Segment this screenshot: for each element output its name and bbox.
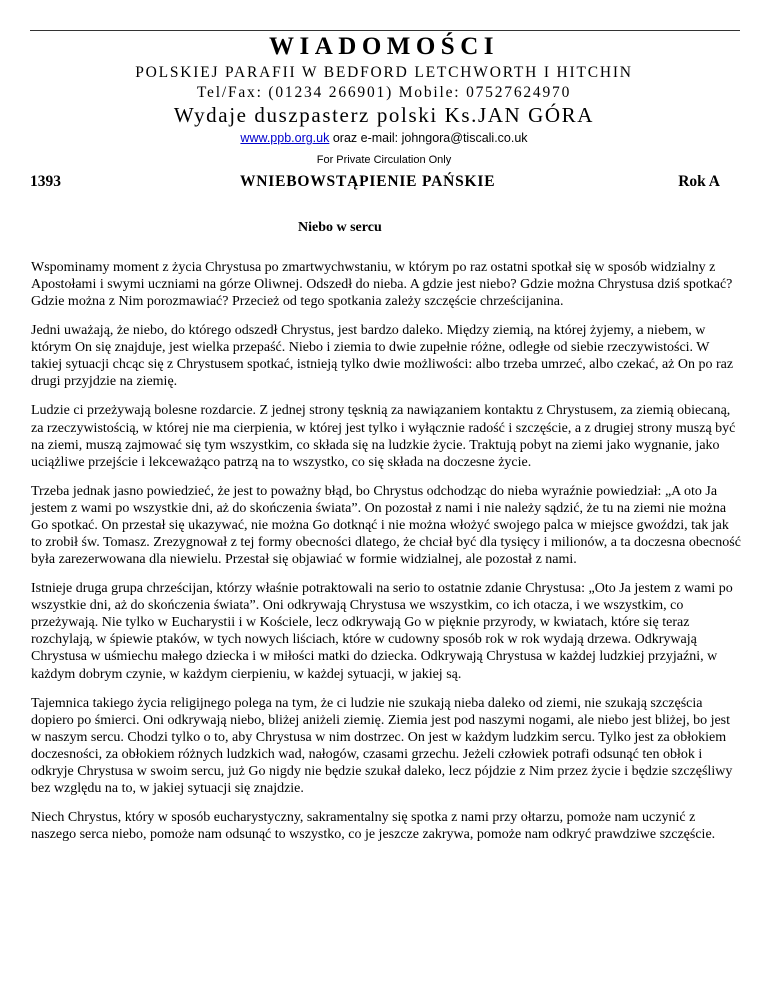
article-body xyxy=(31,259,743,855)
newsletter-title: WIADOMOŚCI xyxy=(268,33,499,60)
contact-line xyxy=(0,130,768,147)
top-rule xyxy=(30,30,740,31)
email-text: oraz e-mail: johngora@tiscali.co.uk xyxy=(332,131,528,145)
feast-title: WNIEBOWSTĄPIENIE PAŃSKIE xyxy=(240,173,496,190)
paragraph: Trzeba jednak jasno powiedzieć, że jest to poważny błąd, bo Chrystus odchodząc do nieba wyraźnie powiedział: „A oto Ja jestem z wami po wszystkie dni, aż do skończenia świata”. On pozostał z nami i nie należy sądzić, że tu na ziemi nie można Go spotkać. On przestał się ukazywać, nie można Go dotknąć i nie można włożyć swojego palca w miejsce gwoździ, tak jak to zrobił św. Tomasz. Zrezygnował z tej formy obecności dlatego, że chciał być dla tysięcy i milionów, a ta doczesna obecność była zarezerwowana dla niewielu. Przestał się objawiać w formie widzialnej, ale pozostał z nami. xyxy=(31,483,741,568)
issue-number: 1393 xyxy=(30,173,61,190)
paragraph: Jedni uważają, że niebo, do którego odszedł Chrystus, jest bardzo daleko. Między ziemią, na której żyjemy, a niebem, w którym On się znajduje, jest wielka przepaść. Niebo i ziemia to dwie zupełnie różne, odległe od siebie rzeczywistości. W takiej sytuacji chcąc się z Chrystusem spotkać, istnieją tylko dwie możliwości: albo trzeba umrzeć, albo czekać, aż On po raz drugi przyjdzie na ziemię. xyxy=(31,323,734,390)
parish-name: POLSKIEJ PARAFII W BEDFORD LETCHWORTH I HITCHIN xyxy=(135,64,633,81)
paragraph: Niech Chrystus, który w sposób eucharystyczny, sakramentalny się spotka z nami przy ołtarzu, pomoże nam uczynić z naszego serca niebo, pomoże nam odsunąć to wszystko, co je jeszcze zakrywa, pomoże nam odkryć prawdziwe szczęście. xyxy=(31,809,716,843)
paragraph: Ludzie ci przeżywają bolesne rozdarcie. Z jednej strony tęsknią za nawiązaniem kontaktu z Chrystusem, za ziemią obiecaną, za rzeczywistością, w której nie ma cierpienia, w której jest tylko i wyłącznie radość i szczęście, a z drugiej strony muszą być na ziemi, muszą zajmować się tym wszystkim, co składa się na ludzkie życie. Traktują pobyt na ziemi jako wygnanie, jako uciążliwe przejście i lekceważąco patrzą na to wszystko, co się składa na doczesne życie. xyxy=(31,403,736,470)
website-link[interactable]: www.ppb.org.uk xyxy=(240,131,330,145)
paragraph: Wspominamy moment z życia Chrystusa po zmartwychwstaniu, w którym po raz ostatni spotkał się w sposób widzialny z Apostołami i swymi uczniami na górze Oliwnej. Odszedł do nieba. A gdzie jest niebo? Gdzie można Chrystusa dziś spotkać? Gdzie można z Nim porozmawiać? Przecież od tego spotkania zależy szczęście chrześcijanina. xyxy=(31,260,733,310)
issue-row xyxy=(30,173,720,193)
paragraph: Istnieje druga grupa chrześcijan, którzy właśnie potraktowali na serio to ostatnie zdanie Chrystusa: „Oto Ja jestem z wami po wszystkie dni, aż do skończenia świata”. Oni odkrywają Chrystusa we wszystkim, co ich otacza, i we wszystkim, co przeżywają. Nie tylko w Eucharystii i w Kościele, lecz odkrywają Go w pięknie przyrody, w kwiatach, które się teraz rozchylają, w śpiewie ptaków, w tych nowych liściach, które w cudowny sposób rok w rok wydają drzewa. Odkrywają Chrystusa w uśmiechu małego dziecka i w miłości matki do dziecka. Odkrywają Chrystusa w każdej ludzkiej przyjaźni, w każdym dobrym czynie, w każdym cierpieniu, w każdej sytuacji, w jakiej są. xyxy=(31,581,733,682)
circulation-note: For Private Circulation Only xyxy=(316,154,452,166)
masthead xyxy=(0,33,768,168)
paragraph: Tajemnica takiego życia religijnego polega na tym, że ci ludzie nie szukają nieba daleko od ziemi, nie szukają szczęścia dopiero po śmierci. Oni odkrywają niebo, bliżej aniżeli ziemię. Ziemia jest pod naszymi nogami, ale niebo jest bliżej, bo jest w naszym sercu. Chodzi tylko o to, aby Chrystusa w nim dostrzec. On jest w każdym ludzkim sercu. Tylko jest za obłokiem doczesności, za obłokiem różnych ludzkich wad, nałogów, czasami grzechu. Jeżeli człowiek potrafi odsunąć ten obłok i odkryje Chrystusa w swoim sercu, już Go nigdy nie będzie szukał daleko, lecz pójdzie z Nim przez życie i będzie szczęśliwy bez względu na to, w jakiej sytuacji się znajdzie. xyxy=(31,695,733,796)
phone-numbers: Tel/Fax: (01234 266901) Mobile: 07527624970 xyxy=(196,84,572,101)
article-title: Niebo w sercu xyxy=(298,220,382,235)
liturgical-year: Rok A xyxy=(678,173,720,190)
publisher-line: Wydaje duszpasterz polski Ks.JAN GÓRA xyxy=(173,103,595,127)
